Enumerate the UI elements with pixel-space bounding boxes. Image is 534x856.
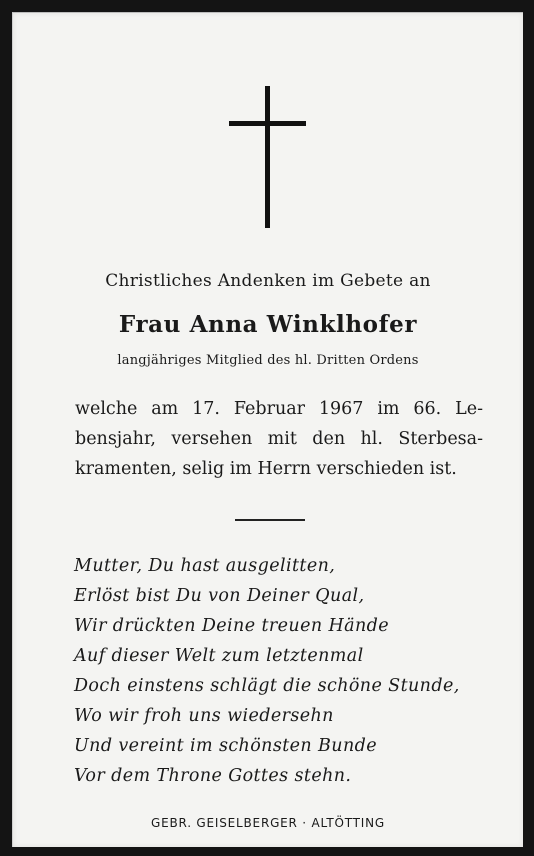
cross-icon xyxy=(13,13,523,243)
poem-line: Auf dieser Welt zum letztenmal xyxy=(74,646,364,666)
membership-subtitle: langjähriges Mitglied des hl. Dritten Ordens xyxy=(117,353,419,368)
body-text-line: welche am 17. Februar 1967 im 66. Le- xyxy=(75,399,483,419)
poem-line: Wo wir froh uns wiedersehn xyxy=(74,706,334,726)
body-text-line: bensjahr, versehen mit den hl. Sterbesa- xyxy=(75,429,483,449)
body-text-line: kramenten, selig im Herrn verschieden ist. xyxy=(75,459,457,479)
cross-vertical-bar xyxy=(265,86,270,228)
memorial-card xyxy=(12,12,523,847)
poem-line: Und vereint im schönsten Bunde xyxy=(74,736,377,756)
cross-horizontal-bar xyxy=(229,121,306,126)
printer-imprint: GEBR. GEISELBERGER · ALTÖTTING xyxy=(150,816,386,830)
poem-line: Doch einstens schlägt die schöne Stunde, xyxy=(74,676,460,696)
deceased-name: Frau Anna Winklhofer xyxy=(118,311,418,338)
poem-line: Wir drückten Deine treuen Hände xyxy=(74,616,389,636)
divider-line xyxy=(235,519,305,521)
poem-line: Mutter, Du hast ausgelitten, xyxy=(74,556,336,576)
poem-line: Erlöst bist Du von Deiner Qual, xyxy=(74,586,365,606)
intro-line: Christliches Andenken im Gebete an xyxy=(105,271,431,291)
poem-line: Vor dem Throne Gottes stehn. xyxy=(74,766,352,786)
